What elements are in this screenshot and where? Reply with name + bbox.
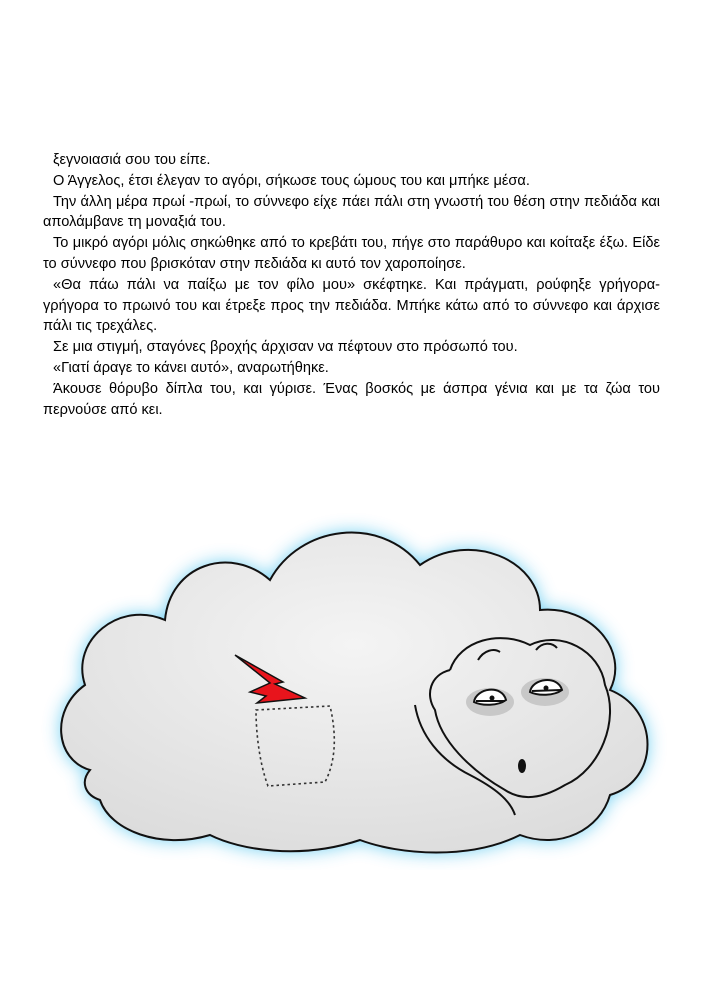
paragraph-2: Ο Άγγελος, έτσι έλεγαν το αγόρι, σήκωσε τους ώμους του και μπήκε μέσα.: [53, 172, 530, 189]
paragraph-5: «Θα πάω πάλι να παίξω με τον φίλο μου» σκέφτηκε. Και πράγματι, ρούφηξε γρήγορα-γρήγορα το πρωινό του και έτρεξε προς την πεδιάδα. Μπήκε κάτω από το σύννεφο και άρχισε πάλι τις τρεχάλες.: [43, 276, 660, 335]
cloud-drawing: [0, 470, 701, 870]
pupil-left-icon: [490, 696, 495, 701]
story-text: [43, 150, 660, 420]
paragraph-4: Το μικρό αγόρι μόλις σηκώθηκε από το κρεβάτι του, πήγε στο παράθυρο και κοίταξε έξω. Είδε το σύννεφο που βρισκόταν στην πεδιάδα κι αυτό τον χαροποίησε.: [43, 235, 660, 272]
paragraph-1: ξεγνοιασιά σου του είπε.: [53, 152, 211, 168]
paragraph-8: Άκουσε θόρυβο δίπλα του, και γύρισε. Ένας βοσκός με άσπρα γένια και με τα ζώα του περνούσε από κει.: [43, 380, 660, 418]
pupil-right-icon: [544, 686, 549, 691]
paragraph-6: Σε μια στιγμή, σταγόνες βροχής άρχισαν να πέφτουν στο πρόσωπό του.: [53, 339, 518, 356]
mouth-icon: [518, 759, 526, 773]
paragraph-7: «Γιατί άραγε το κάνει αυτό», αναρωτήθηκε.: [53, 359, 329, 376]
paragraph-3: Την άλλη μέρα πρωί -πρωί, το σύννεφο είχε πάει πάλι στη γνωστή του θέση στην πεδιάδα και απολάμβανε τη μοναξιά του.: [43, 193, 660, 231]
cloud-illustration: [0, 470, 701, 870]
